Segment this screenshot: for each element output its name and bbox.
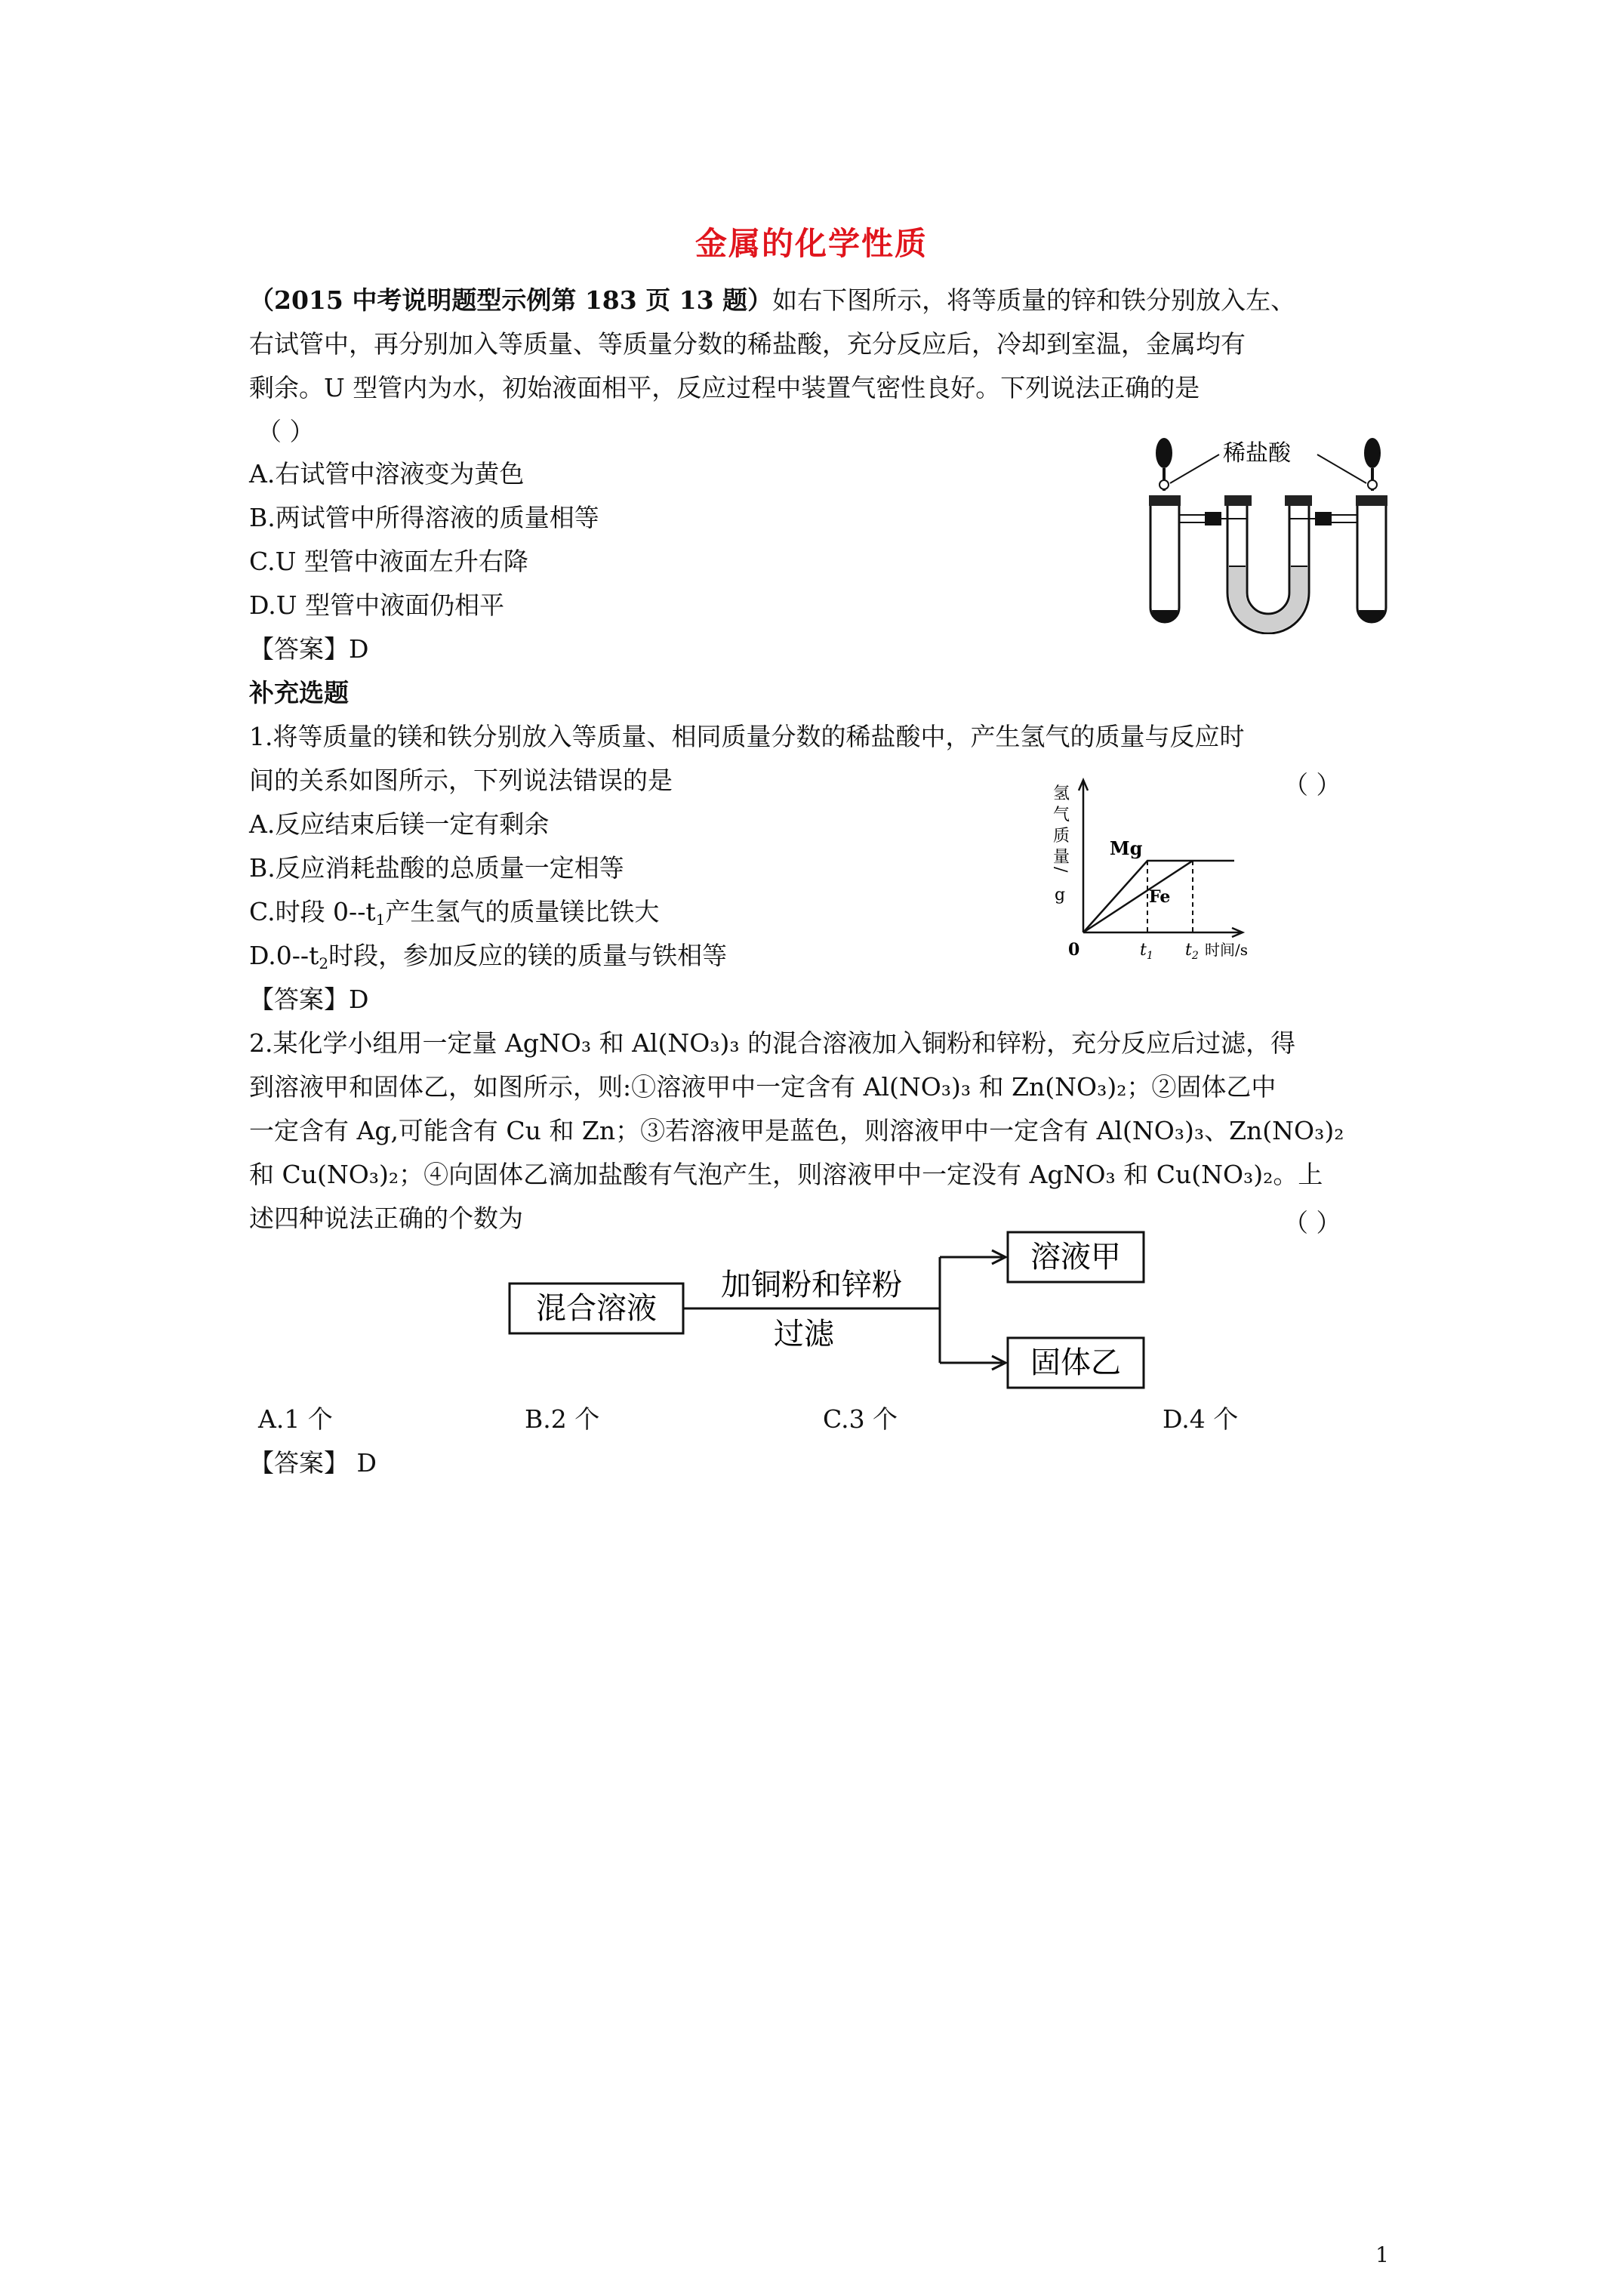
document-title: 金属的化学性质 — [694, 225, 928, 262]
q1-stem2: 间的关系如图所示，下列说法错误的是 — [249, 766, 673, 795]
q1-option-b: B.反应消耗盐酸的总质量一定相等 — [249, 853, 624, 883]
q0-stem1: 如右下图所示，将等质量的锌和铁分别放入左、 — [772, 285, 1296, 315]
add-powder-label: 加铜粉和锌粉 — [721, 1268, 902, 1302]
y-axis-label — [1051, 784, 1070, 905]
q2-option-c: C.3 个 — [823, 1404, 898, 1434]
svg-text:量: 量 — [1053, 848, 1070, 867]
origin-label: 0 — [1068, 940, 1080, 960]
left-dropper-bulb-icon — [1156, 438, 1172, 468]
page-number: 1 — [1375, 2242, 1389, 2267]
mg-label: Mg — [1110, 837, 1143, 859]
t2-label: $t_2$ — [1185, 941, 1199, 962]
q1-paren: （ ） — [1283, 770, 1341, 800]
q0-option-d: D.U 型管中液面仍相平 — [249, 590, 505, 620]
q1-option-d: $D.0--t_2$时段，参加反应的镁的质量与铁相等 — [249, 941, 728, 972]
q0-option-a: A.右试管中溶液变为黄色 — [249, 459, 525, 488]
separation-flow-diagram — [498, 1231, 1147, 1404]
svg-text:质: 质 — [1053, 827, 1070, 846]
mixed-solution-label: 混合溶液 — [536, 1291, 657, 1326]
supplement-heading: 补充选题 — [249, 678, 349, 707]
q2-option-b: B.2 个 — [525, 1404, 600, 1434]
q0-paren: （ ） — [257, 417, 315, 446]
q2-option-a: A.1 个 — [258, 1404, 333, 1434]
q0-answer: 【答案】D — [249, 634, 369, 664]
q0-stem2: 右试管中，再分别加入等质量、等质量分数的稀盐酸，充分反应后，冷却到室温，金属均有 — [249, 329, 1246, 359]
q0-stem3: 剩余。U 型管内为水，初始液面相平，反应过程中装置气密性良好。下列说法正确的是 — [249, 373, 1200, 402]
q2-stem2: 到溶液甲和固体乙，如图所示，则:①溶液甲中一定含有 Al(NO₃)₃ 和 Zn(NO₃)₂；②固体乙中 — [249, 1072, 1277, 1102]
svg-text:g: g — [1055, 886, 1066, 905]
u-tube-apparatus-figure — [1132, 430, 1404, 634]
q1-answer: 【答案】D — [249, 985, 369, 1014]
q0-stem-line1 — [249, 285, 1295, 316]
q0-option-b: B.两试管中所得溶液的质量相等 — [249, 503, 599, 532]
q2-stem1: 2.某化学小组用一定量 AgNO₃ 和 Al(NO₃)₃ 的混合溶液加入铜粉和锌粉，充分反应后过滤，得 — [249, 1028, 1296, 1058]
solid-b-label: 固体乙 — [1030, 1345, 1121, 1380]
filter-label: 过滤 — [774, 1317, 834, 1351]
q2-stem4: 和 Cu(NO₃)₂；④向固体乙滴加盐酸有气泡产生，则溶液甲中一定没有 AgNO₃ 和 Cu(NO₃)₂。上 — [249, 1160, 1323, 1189]
svg-text:氢: 氢 — [1053, 784, 1070, 803]
hydrogen-mass-graph — [1034, 770, 1261, 966]
dilute-hcl-label: 稀盐酸 — [1223, 440, 1291, 467]
q0-source: （2015 中考说明题型示例第 183 页 13 题） — [249, 285, 773, 315]
right-dropper-bulb-icon — [1364, 438, 1381, 468]
fe-label: Fe — [1149, 887, 1171, 907]
q0-option-c: C.U 型管中液面左升右降 — [249, 547, 528, 576]
q1-option-a: A.反应结束后镁一定有剩余 — [249, 809, 550, 839]
q2-option-d: D.4 个 — [1163, 1404, 1239, 1434]
q2-answer: 【答案】 D — [249, 1448, 377, 1478]
x-axis-label: 时间/s — [1205, 941, 1249, 959]
solution-a-label: 溶液甲 — [1030, 1240, 1121, 1274]
svg-text:/: / — [1051, 867, 1070, 873]
q1-option-c: C.时段 $0--t_1$产生氢气的质量镁比铁大 — [249, 897, 660, 929]
q1-stem1: 1.将等质量的镁和铁分别放入等质量、相同质量分数的稀盐酸中，产生氢气的质量与反应时 — [249, 722, 1245, 751]
q2-stem3: 一定含有 Ag,可能含有 Cu 和 Zn；③若溶液甲是蓝色，则溶液甲中一定含有 Al(NO₃)₃、Zn(NO₃)₂ — [249, 1116, 1344, 1145]
q2-stem5: 述四种说法正确的个数为 — [249, 1203, 523, 1233]
svg-text:气: 气 — [1053, 806, 1070, 824]
t1-label: $t_1$ — [1140, 941, 1153, 962]
q2-paren: （ ） — [1283, 1208, 1341, 1237]
